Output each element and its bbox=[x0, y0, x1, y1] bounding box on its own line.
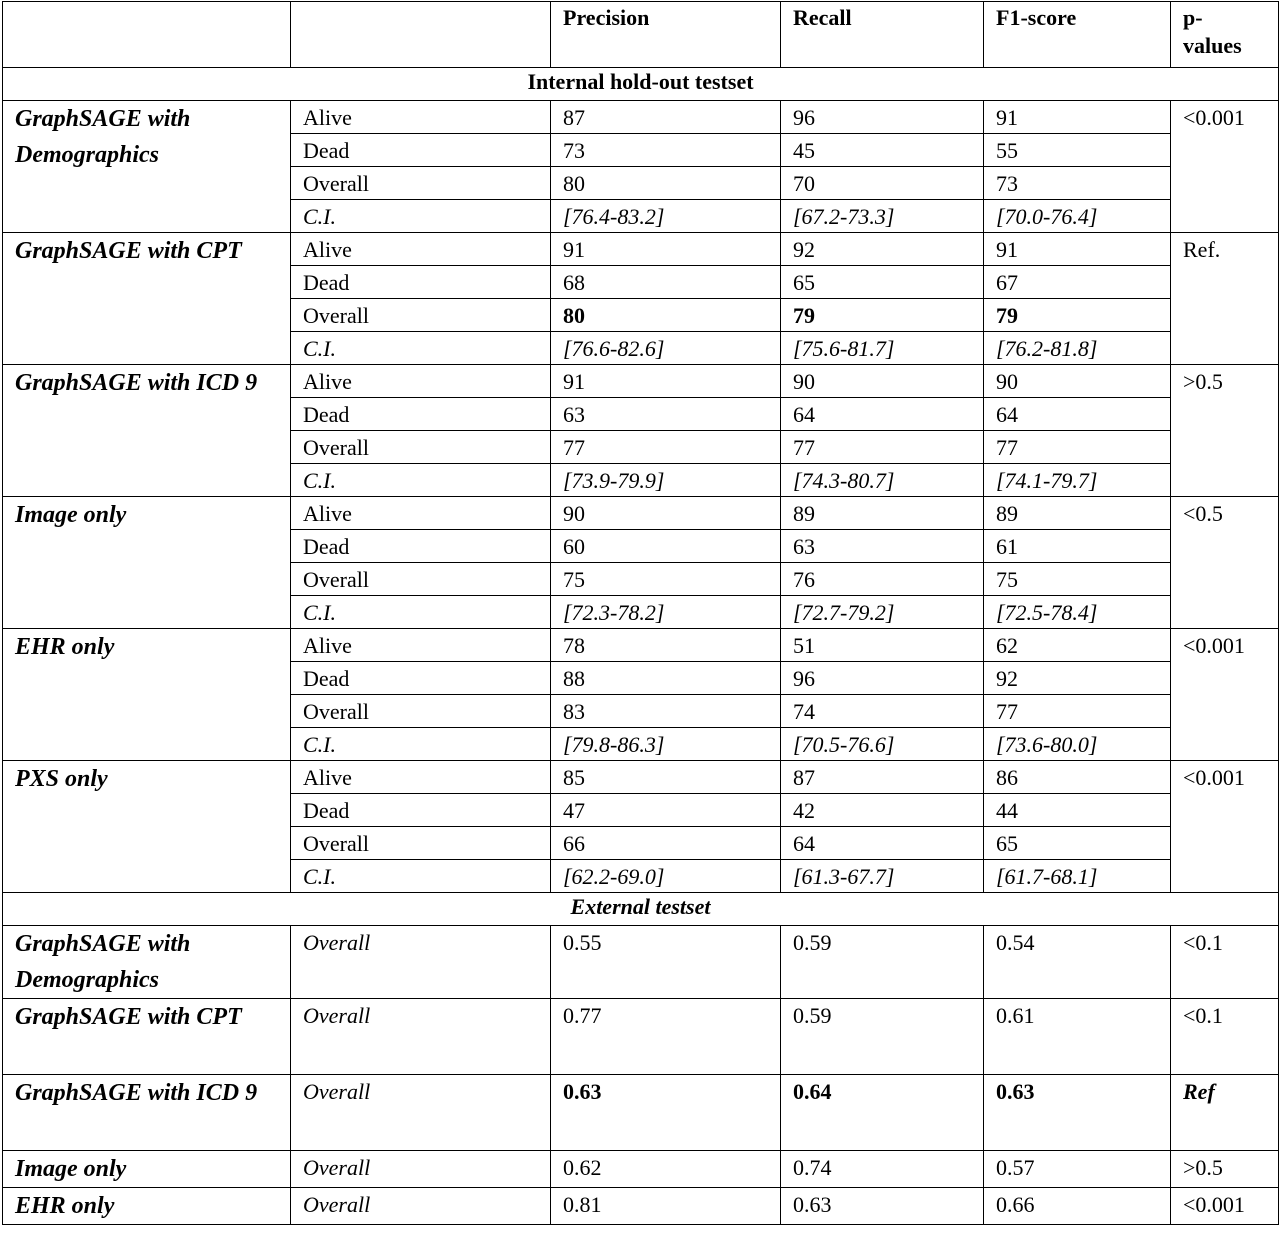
row-label: C.I. bbox=[291, 728, 551, 761]
f1-cell: 0.63 bbox=[984, 1075, 1171, 1151]
recall-cell: [70.5-76.6] bbox=[781, 728, 984, 761]
f1-cell: [76.2-81.8] bbox=[984, 332, 1171, 365]
precision-cell: 90 bbox=[551, 497, 781, 530]
table-row bbox=[3, 926, 1279, 999]
recall-cell: 45 bbox=[781, 134, 984, 167]
recall-cell: [67.2-73.3] bbox=[781, 200, 984, 233]
header-blank-1 bbox=[3, 2, 291, 68]
recall-cell: 63 bbox=[781, 530, 984, 563]
f1-cell: 92 bbox=[984, 662, 1171, 695]
header-blank-2 bbox=[291, 2, 551, 68]
pvalue-cell: <0.001 bbox=[1171, 629, 1279, 761]
f1-cell: 86 bbox=[984, 761, 1171, 794]
pvalue-cell: Ref. bbox=[1171, 233, 1279, 365]
table-row bbox=[3, 761, 1279, 794]
recall-cell: 74 bbox=[781, 695, 984, 728]
row-label: Alive bbox=[291, 101, 551, 134]
precision-cell: 0.55 bbox=[551, 926, 781, 999]
row-label: Overall bbox=[291, 1188, 551, 1225]
recall-cell: 0.59 bbox=[781, 999, 984, 1075]
f1-cell: 0.54 bbox=[984, 926, 1171, 999]
precision-cell: 0.81 bbox=[551, 1188, 781, 1225]
precision-cell: 87 bbox=[551, 101, 781, 134]
precision-cell: [76.4-83.2] bbox=[551, 200, 781, 233]
f1-cell: [74.1-79.7] bbox=[984, 464, 1171, 497]
recall-cell: 0.64 bbox=[781, 1075, 984, 1151]
precision-cell: 0.77 bbox=[551, 999, 781, 1075]
f1-cell: [72.5-78.4] bbox=[984, 596, 1171, 629]
f1-cell: 0.66 bbox=[984, 1188, 1171, 1225]
header-precision: Precision bbox=[551, 2, 781, 68]
table-row bbox=[3, 1075, 1279, 1151]
recall-cell: [74.3-80.7] bbox=[781, 464, 984, 497]
row-label: C.I. bbox=[291, 596, 551, 629]
precision-cell: 85 bbox=[551, 761, 781, 794]
f1-cell: 89 bbox=[984, 497, 1171, 530]
row-label: Overall bbox=[291, 167, 551, 200]
row-label: Overall bbox=[291, 827, 551, 860]
table-row bbox=[3, 629, 1279, 662]
recall-cell: 64 bbox=[781, 827, 984, 860]
row-label: Alive bbox=[291, 629, 551, 662]
f1-cell: 65 bbox=[984, 827, 1171, 860]
model-name: GraphSAGE with Demographics bbox=[3, 926, 291, 999]
precision-cell: [62.2-69.0] bbox=[551, 860, 781, 893]
pvalue-cell: <0.001 bbox=[1171, 1188, 1279, 1225]
model-name: PXS only bbox=[3, 761, 291, 893]
table-row bbox=[3, 101, 1279, 134]
precision-cell: 75 bbox=[551, 563, 781, 596]
model-name: GraphSAGE with CPT bbox=[3, 233, 291, 365]
pvalue-cell: <0.1 bbox=[1171, 999, 1279, 1075]
precision-cell: [72.3-78.2] bbox=[551, 596, 781, 629]
row-label: Overall bbox=[291, 695, 551, 728]
recall-cell: 77 bbox=[781, 431, 984, 464]
f1-cell: 64 bbox=[984, 398, 1171, 431]
row-label: Alive bbox=[291, 761, 551, 794]
recall-cell: [72.7-79.2] bbox=[781, 596, 984, 629]
row-label: Dead bbox=[291, 530, 551, 563]
section-external-row bbox=[3, 893, 1279, 926]
f1-cell: 62 bbox=[984, 629, 1171, 662]
recall-cell: 70 bbox=[781, 167, 984, 200]
row-label: Alive bbox=[291, 497, 551, 530]
row-label: Alive bbox=[291, 365, 551, 398]
f1-cell: [61.7-68.1] bbox=[984, 860, 1171, 893]
section-external-title: External testset bbox=[3, 893, 1279, 926]
row-label: C.I. bbox=[291, 200, 551, 233]
recall-cell: 0.59 bbox=[781, 926, 984, 999]
pvalue-cell: Ref bbox=[1171, 1075, 1279, 1151]
recall-cell: [75.6-81.7] bbox=[781, 332, 984, 365]
header-recall: Recall bbox=[781, 2, 984, 68]
section-internal-title: Internal hold-out testset bbox=[3, 68, 1279, 101]
precision-cell: 88 bbox=[551, 662, 781, 695]
row-label: Dead bbox=[291, 794, 551, 827]
f1-cell: [70.0-76.4] bbox=[984, 200, 1171, 233]
recall-cell: 76 bbox=[781, 563, 984, 596]
row-label: Overall bbox=[291, 563, 551, 596]
model-name: GraphSAGE with Demographics bbox=[3, 101, 291, 233]
f1-cell: 79 bbox=[984, 299, 1171, 332]
precision-cell: 63 bbox=[551, 398, 781, 431]
recall-cell: 87 bbox=[781, 761, 984, 794]
recall-cell: 65 bbox=[781, 266, 984, 299]
f1-cell: 0.57 bbox=[984, 1151, 1171, 1188]
pvalue-cell: <0.1 bbox=[1171, 926, 1279, 999]
recall-cell: 92 bbox=[781, 233, 984, 266]
pvalue-cell: >0.5 bbox=[1171, 1151, 1279, 1188]
precision-cell: 77 bbox=[551, 431, 781, 464]
f1-cell: 90 bbox=[984, 365, 1171, 398]
f1-cell: 61 bbox=[984, 530, 1171, 563]
precision-cell: [76.6-82.6] bbox=[551, 332, 781, 365]
row-label: Overall bbox=[291, 1075, 551, 1151]
table-row bbox=[3, 1151, 1279, 1188]
f1-cell: 0.61 bbox=[984, 999, 1171, 1075]
row-label: C.I. bbox=[291, 464, 551, 497]
row-label: Overall bbox=[291, 1151, 551, 1188]
header-pvalues: p- values bbox=[1171, 2, 1279, 68]
row-label: Dead bbox=[291, 662, 551, 695]
precision-cell: [73.9-79.9] bbox=[551, 464, 781, 497]
precision-cell: 47 bbox=[551, 794, 781, 827]
precision-cell: 78 bbox=[551, 629, 781, 662]
table-row bbox=[3, 365, 1279, 398]
model-name: GraphSAGE with ICD 9 bbox=[3, 365, 291, 497]
recall-cell: 90 bbox=[781, 365, 984, 398]
model-name: GraphSAGE with ICD 9 bbox=[3, 1075, 291, 1151]
table-row bbox=[3, 497, 1279, 530]
table-row bbox=[3, 1188, 1279, 1225]
row-label: Overall bbox=[291, 999, 551, 1075]
model-name: EHR only bbox=[3, 629, 291, 761]
f1-cell: 91 bbox=[984, 101, 1171, 134]
row-label: Alive bbox=[291, 233, 551, 266]
precision-cell: 80 bbox=[551, 299, 781, 332]
recall-cell: 96 bbox=[781, 101, 984, 134]
precision-cell: 91 bbox=[551, 365, 781, 398]
precision-cell: [79.8-86.3] bbox=[551, 728, 781, 761]
row-label: Dead bbox=[291, 266, 551, 299]
recall-cell: 0.63 bbox=[781, 1188, 984, 1225]
section-internal-row bbox=[3, 68, 1279, 101]
f1-cell: 44 bbox=[984, 794, 1171, 827]
row-label: Overall bbox=[291, 299, 551, 332]
precision-cell: 80 bbox=[551, 167, 781, 200]
row-label: C.I. bbox=[291, 332, 551, 365]
pvalue-cell: <0.001 bbox=[1171, 101, 1279, 233]
recall-cell: 64 bbox=[781, 398, 984, 431]
model-name: EHR only bbox=[3, 1188, 291, 1225]
recall-cell: 96 bbox=[781, 662, 984, 695]
precision-cell: 60 bbox=[551, 530, 781, 563]
row-label: Dead bbox=[291, 134, 551, 167]
f1-cell: 75 bbox=[984, 563, 1171, 596]
row-label: Overall bbox=[291, 926, 551, 999]
pvalue-cell: >0.5 bbox=[1171, 365, 1279, 497]
table-row bbox=[3, 233, 1279, 266]
f1-cell: [73.6-80.0] bbox=[984, 728, 1171, 761]
recall-cell: 0.74 bbox=[781, 1151, 984, 1188]
f1-cell: 77 bbox=[984, 695, 1171, 728]
precision-cell: 68 bbox=[551, 266, 781, 299]
f1-cell: 91 bbox=[984, 233, 1171, 266]
precision-cell: 91 bbox=[551, 233, 781, 266]
recall-cell: [61.3-67.7] bbox=[781, 860, 984, 893]
model-name: Image only bbox=[3, 497, 291, 629]
model-name: GraphSAGE with CPT bbox=[3, 999, 291, 1075]
pvalue-cell: <0.001 bbox=[1171, 761, 1279, 893]
precision-cell: 73 bbox=[551, 134, 781, 167]
f1-cell: 67 bbox=[984, 266, 1171, 299]
header-row bbox=[3, 2, 1279, 68]
header-f1: F1-score bbox=[984, 2, 1171, 68]
precision-cell: 66 bbox=[551, 827, 781, 860]
row-label: Overall bbox=[291, 431, 551, 464]
f1-cell: 55 bbox=[984, 134, 1171, 167]
recall-cell: 42 bbox=[781, 794, 984, 827]
row-label: Dead bbox=[291, 398, 551, 431]
model-name: Image only bbox=[3, 1151, 291, 1188]
f1-cell: 73 bbox=[984, 167, 1171, 200]
pvalue-cell: <0.5 bbox=[1171, 497, 1279, 629]
recall-cell: 51 bbox=[781, 629, 984, 662]
precision-cell: 0.62 bbox=[551, 1151, 781, 1188]
table-row bbox=[3, 999, 1279, 1075]
precision-cell: 83 bbox=[551, 695, 781, 728]
f1-cell: 77 bbox=[984, 431, 1171, 464]
precision-cell: 0.63 bbox=[551, 1075, 781, 1151]
recall-cell: 79 bbox=[781, 299, 984, 332]
recall-cell: 89 bbox=[781, 497, 984, 530]
row-label: C.I. bbox=[291, 860, 551, 893]
results-table bbox=[2, 1, 1279, 1225]
